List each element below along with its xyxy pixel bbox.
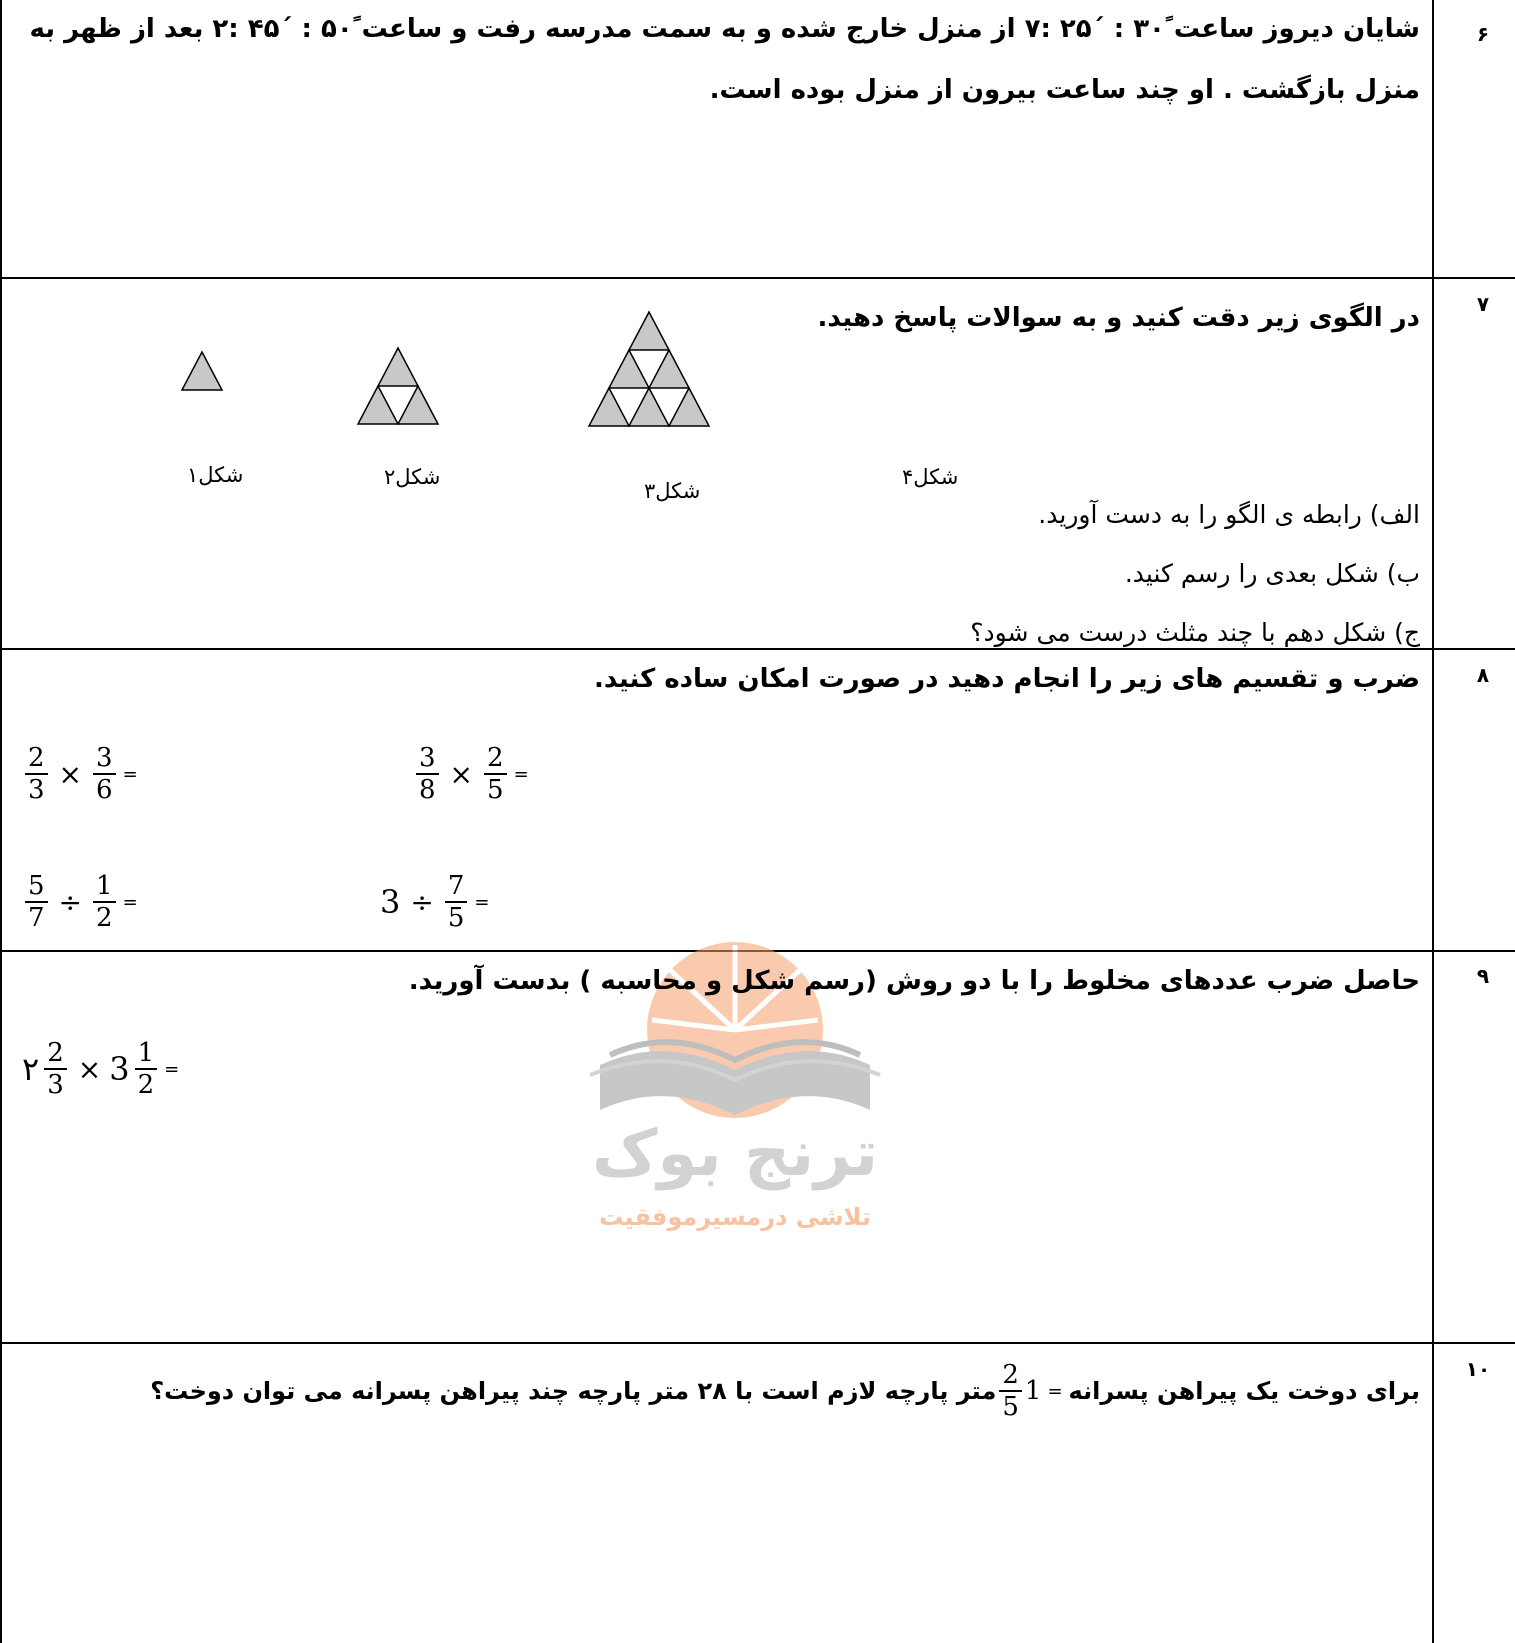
pattern-figure: [358, 348, 438, 424]
fraction-expression-2: [413, 743, 529, 805]
triangle-shape: [358, 386, 398, 424]
equals-sign: =: [474, 891, 490, 913]
row-divider: [0, 648, 1515, 650]
question-number: ۸: [1476, 663, 1490, 687]
shape-label: شکل۳: [644, 479, 701, 503]
fraction-expression-1: [22, 743, 138, 805]
pattern-figure: [182, 352, 222, 390]
fraction: $\frac{3}{6}$: [93, 743, 116, 805]
fraction: $\frac{2}{3}$: [44, 1038, 67, 1100]
shape-label: شکل۱: [187, 463, 244, 487]
equals-sign: =: [513, 763, 529, 785]
operator: ×: [58, 757, 83, 791]
fraction: $\frac{5}{7}$: [25, 871, 48, 933]
q7-part-a: الف) رابطه ی الگو را به دست آورید.: [1038, 500, 1420, 529]
whole-number: 1: [1024, 1376, 1042, 1406]
triangle-shape: [629, 388, 669, 426]
fraction: $\frac{7}{5}$: [445, 871, 468, 933]
watermark-brand: ترنج بوک: [592, 1117, 878, 1191]
fraction-expression-4: [380, 871, 489, 933]
equals-sign: =: [122, 891, 138, 913]
fraction: $\frac{2}{3}$: [25, 743, 48, 805]
question-number: ۹: [1476, 964, 1490, 988]
fraction: $\frac{2}{5}$: [999, 1360, 1022, 1422]
q10-text-start: برای دوخت یک پیراهن پسرانه: [1068, 1377, 1420, 1405]
triangle-shape: [629, 312, 669, 350]
fraction: $\frac{2}{5}$: [484, 743, 507, 805]
whole-number: ۲: [22, 1050, 40, 1088]
triangle-pattern: [160, 310, 760, 455]
triangle-shape: [378, 348, 418, 386]
fraction: $\frac{1}{2}$: [135, 1038, 158, 1100]
triangle-shape: [669, 388, 709, 426]
q6-text-line2: منزل بازگشت . او چند ساعت بیرون از منزل بوده است.: [709, 75, 1420, 105]
question-number: ۶: [1476, 22, 1490, 46]
equals-sign: =: [122, 763, 138, 785]
whole-number: 3: [380, 883, 401, 921]
triangle-shape: [649, 350, 689, 388]
table-left-border: [0, 0, 2, 1643]
shape-label: شکل۴: [902, 465, 959, 489]
mixed-number: [996, 1360, 1041, 1422]
triangle-shape: [182, 352, 222, 390]
row-divider: [0, 277, 1515, 279]
triangle-shape: [398, 386, 438, 424]
row-divider: [0, 1342, 1515, 1344]
triangle-shape: [589, 388, 629, 426]
whole-number: 3: [109, 1050, 130, 1088]
watermark-slogan: تلاشی درمسیرموفقیت: [599, 1203, 871, 1231]
equals-sign: =: [1047, 1380, 1063, 1402]
q7-part-c: ج) شکل دهم با چند مثلث درست می شود؟: [970, 618, 1420, 647]
question-number: ۱۰: [1465, 1357, 1491, 1381]
q6-text-line1: شایان دیروز ساعت ً۳۰ : ´۲۵ :۷ از منزل خارج شده و به سمت مدرسه رفت و ساعت ً۵۰ : ´۴۵ :۲ بعد از ظهر به: [29, 14, 1420, 44]
question-number: ۷: [1476, 292, 1490, 316]
triangle-pattern-figures: [182, 312, 709, 426]
triangle-shape: [609, 350, 649, 388]
q9-title: حاصل ضرب عددهای مخلوط را با دو روش (رسم شکل و محاسبه ) بدست آورید.: [408, 966, 1420, 996]
number-column-divider: [1432, 0, 1434, 1643]
mixed-number-expression: [22, 1038, 179, 1100]
equals-sign: =: [164, 1058, 180, 1080]
fraction: $\frac{3}{8}$: [416, 743, 439, 805]
q7-title: در الگوی زیر دقت کنید و به سوالات پاسخ دهید.: [817, 303, 1420, 333]
operator: ÷: [58, 885, 83, 919]
operator: ×: [449, 757, 474, 791]
operator: ×: [77, 1052, 102, 1086]
q7-part-b: ب) شکل بعدی را رسم کنید.: [1124, 559, 1420, 588]
pattern-figure: [589, 312, 709, 426]
q10-text-end: متر پارچه لازم است با ۲۸ متر پارچه چند پیراهن پسرانه می توان دوخت؟: [150, 1377, 997, 1405]
q8-title: ضرب و تقسیم های زیر را انجام دهید در صورت امکان ساده کنید.: [594, 664, 1420, 694]
shape-label: شکل۲: [384, 465, 441, 489]
q10-text: [150, 1360, 1420, 1422]
operator: ÷: [410, 885, 434, 919]
fraction-expression-3: [22, 871, 138, 933]
fraction: $\frac{1}{2}$: [93, 871, 116, 933]
